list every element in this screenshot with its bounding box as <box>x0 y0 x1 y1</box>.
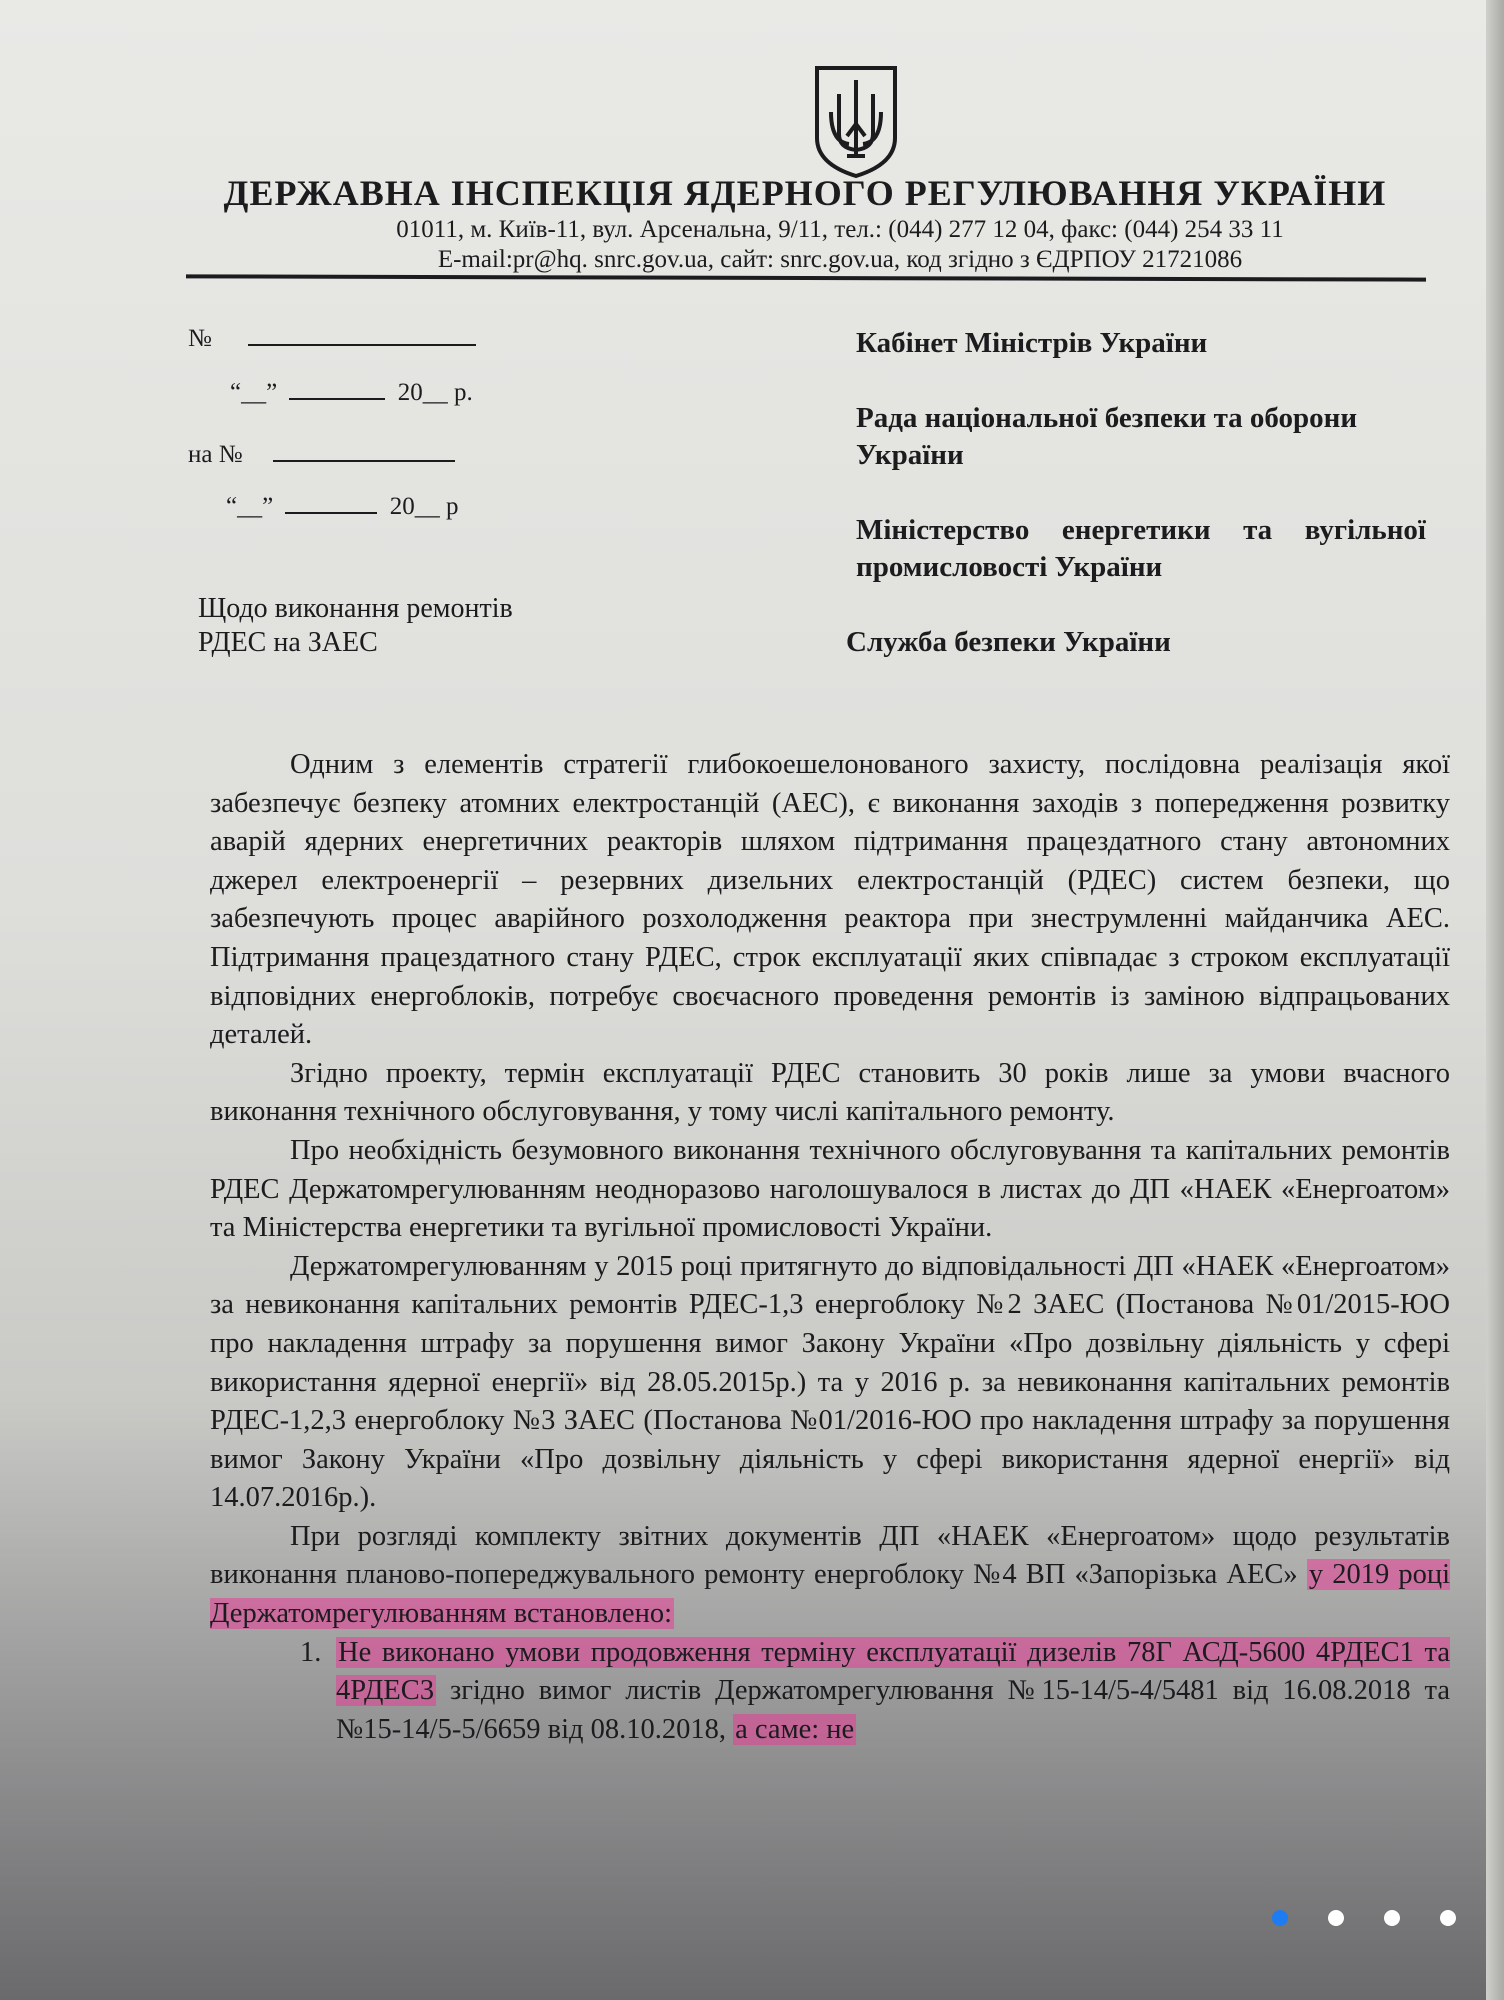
organization-address: 01011, м. Київ-11, вул. Арсенальна, 9/11, тел.: (044) 277 12 04, факс: (044) 254 33 11 <box>396 216 1284 243</box>
organization-email: E-mail:pr@hq. snrc.gov.ua, сайт: snrc.gov.ua, код згідно з ЄДРПОУ 21721086 <box>437 246 1243 273</box>
letter-page <box>40 0 1480 2000</box>
list-item-text: згідно вимог листів Держатомрегулювання №15-14/5-4/5481 від 16.08.2018 та №15-14/5-5/6659 від 08.10.2018, <box>336 1675 1451 1745</box>
subject-line-2: РДЕС на ЗАЕС <box>198 627 378 658</box>
date-blank <box>289 376 385 400</box>
list-item-1 <box>210 1634 1450 1750</box>
coat-of-arms-icon <box>813 64 899 180</box>
carousel-dot-3[interactable] <box>1384 1910 1400 1926</box>
year-label: 20__ р. <box>397 379 473 406</box>
reply-year-label: 20__ р <box>389 493 459 520</box>
recipient-nsdc: Рада національної безпеки та оборони України <box>856 402 1358 471</box>
header-divider <box>186 274 1426 281</box>
date-quote: “__” <box>230 379 278 406</box>
carousel-pagination <box>1272 1906 1456 1930</box>
letter-subject <box>198 592 513 660</box>
subject-line-1: Щодо виконання ремонтів <box>198 593 513 624</box>
carousel-dot-4[interactable] <box>1440 1910 1456 1926</box>
body-paragraph-1: Одним з елементів стратегії глибокоешелонованого захисту, послідовна реалізація якої забезпечує безпеку атомних електростанцій (АЕС), є виконання заходів з попередження розвитку аварій ядерних енергетичних реакторів шляхом підтримання працездатного стану автономних джерел електроенергії – резервних дизельних електростанцій (РДЕС) систем безпеки, що забезпечують процес аварійного розхолодження реактора при знеструмленні майданчика АЕС. Підтримання працездатного стану РДЕС, строк експлуатації яких співпадає з строком експлуатації відповідних енергоблоків, потребує своєчасного проведення ремонтів із заміною відпрацьованих деталей. <box>210 749 1450 1051</box>
reply-date-line <box>226 490 458 521</box>
outgoing-number-line <box>188 322 482 353</box>
reply-date-quote: “__” <box>226 493 274 520</box>
reply-number-blank <box>273 438 455 462</box>
number-blank <box>248 322 476 346</box>
body-paragraph-2: Згідно проекту, термін експлуатації РДЕС становить 30 років лише за умови вчасного виконання технічного обслуговування, у тому числі капітального ремонту. <box>210 1057 1450 1128</box>
reply-date-blank <box>285 490 377 514</box>
reply-number-label: на № <box>188 441 243 468</box>
body-paragraph-5 <box>210 1518 1450 1634</box>
paragraph-5-highlight: у 2019 році Держатомрегулюванням встановлено: <box>210 1559 1451 1630</box>
paragraph-5-text: При розгляді комплекту звітних документів ДП «НАЕК «Енергоатом» щодо результатів виконання планово-попереджувального ремонту енергоблоку №4 ВП «Запорізька АЕС» <box>210 1520 1450 1591</box>
body-paragraph-4: Держатомрегулюванням у 2015 році притягнуто до відповідальності ДП «НАЕК «Енергоатом» за невиконання капітальних ремонтів РДЕС-1,3 енергоблоку №2 ЗАЕС (Постанова №01/2015-ЮО про накладення штрафу за порушення вимог Закону України «Про дозвільну діяльність у сфері використання ядерної енергії» від 28.05.2015р.) та у 2016 р. за невиконання капітальних ремонтів РДЕС-1,2,3 енергоблоку №3 ЗАЕС (Постанова №01/2016-ЮО про накладення штрафу за порушення вимог Закону України «Про дозвільну діяльність у сфері використання ядерної енергії» від 14.07.2016р.). <box>210 1250 1450 1514</box>
recipient-cabinet: Кабінет Міністрів України <box>856 327 1208 359</box>
carousel-dot-1[interactable] <box>1272 1910 1288 1926</box>
letter-body <box>210 746 1450 1749</box>
organization-name: ДЕРЖАВНА ІНСПЕКЦІЯ ЯДЕРНОГО РЕГУЛЮВАННЯ УКРАЇНИ <box>223 173 1387 213</box>
recipient-sbu: Служба безпеки України <box>846 626 1171 658</box>
outgoing-date-line <box>230 376 473 407</box>
reply-number-line <box>188 438 461 469</box>
body-paragraph-3: Про необхідність безумовного виконання технічного обслуговування та капітальних ремонтів РДЕС Держатомрегулюванням неодноразово наголошувалося в листах до ДП «НАЕК «Енергоатом» та Міністерства енергетики та вугільної промисловості України. <box>210 1134 1450 1244</box>
number-label: № <box>188 325 212 352</box>
carousel-dot-2[interactable] <box>1328 1910 1344 1926</box>
page-edge <box>1486 0 1504 2000</box>
list-item-highlight: Не виконано умови продовження терміну експлуатації дизелів 78Г АСД-5600 4РДЕС1 та 4РДЕС3 <box>336 1636 1450 1707</box>
list-item-highlight-end: а саме: не <box>735 1713 855 1745</box>
recipients-block <box>846 325 1426 699</box>
recipient-energy-ministry: Міністерство енергетики та вугільної промисловості України <box>856 514 1426 583</box>
list-item-number: 1. <box>300 1636 322 1668</box>
